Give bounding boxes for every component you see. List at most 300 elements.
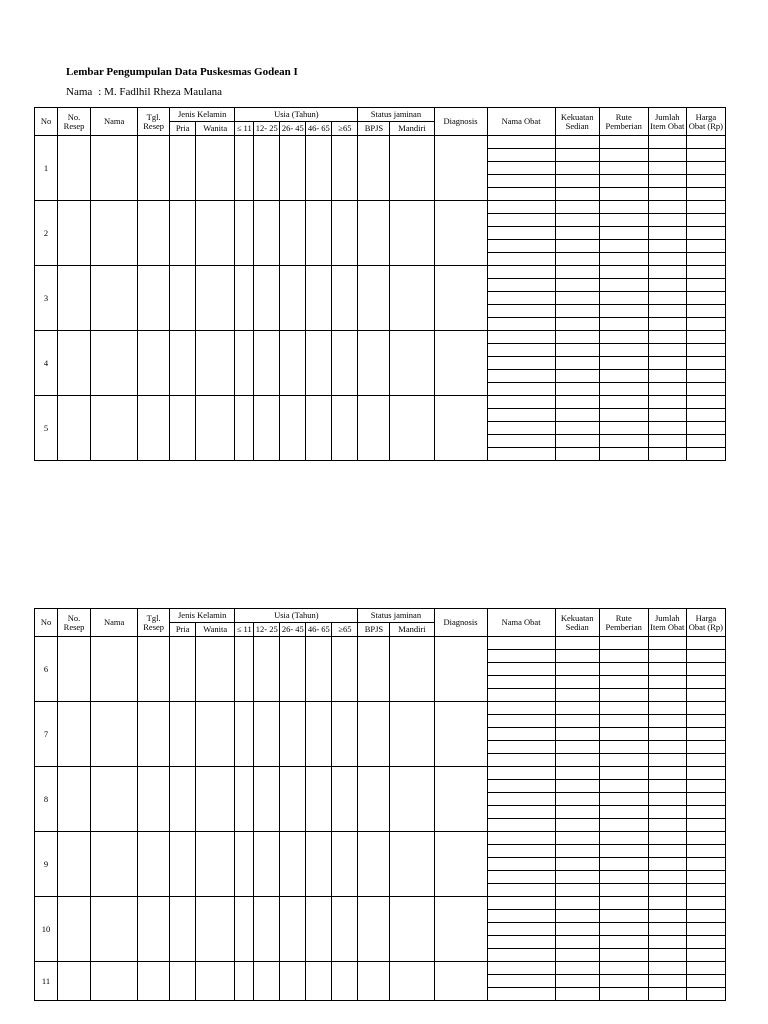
medicine-cell <box>555 806 599 819</box>
table-cell <box>196 962 235 1001</box>
table-cell <box>91 396 138 461</box>
col-kekuatan-sediaan: Kekuatan Sedian <box>555 609 599 637</box>
medicine-cell <box>487 227 555 240</box>
name-line <box>66 86 222 98</box>
medicine-cell <box>487 409 555 422</box>
table-cell <box>434 637 487 702</box>
medicine-cell <box>686 253 725 266</box>
table-cell <box>306 702 332 767</box>
medicine-cell <box>487 448 555 461</box>
table-cell <box>138 767 170 832</box>
medicine-cell <box>686 435 725 448</box>
medicine-cell <box>648 175 686 188</box>
table-cell <box>235 702 254 767</box>
col-usia-group: 26- 45 <box>280 122 306 136</box>
table-cell <box>170 767 196 832</box>
table-cell <box>390 396 434 461</box>
table-cell <box>58 637 91 702</box>
table-cell <box>332 396 358 461</box>
table-cell <box>280 331 306 396</box>
table-cell <box>91 962 138 1001</box>
medicine-cell <box>686 962 725 975</box>
medicine-cell <box>686 370 725 383</box>
row-number: 4 <box>35 331 58 396</box>
medicine-cell <box>487 175 555 188</box>
medicine-cell <box>599 676 648 689</box>
table-cell <box>235 136 254 201</box>
medicine-cell <box>648 344 686 357</box>
medicine-cell <box>648 136 686 149</box>
table-cell <box>91 331 138 396</box>
medicine-cell <box>555 884 599 897</box>
table-cell <box>358 962 390 1001</box>
medicine-cell <box>599 910 648 923</box>
table-cell <box>434 702 487 767</box>
table-cell <box>390 637 434 702</box>
table-cell <box>235 832 254 897</box>
medicine-cell <box>555 175 599 188</box>
table-cell <box>91 266 138 331</box>
table-row <box>35 396 726 409</box>
medicine-cell <box>648 240 686 253</box>
medicine-cell <box>555 819 599 832</box>
col-status-jaminan: Status jaminan <box>358 609 434 623</box>
table-cell <box>170 897 196 962</box>
table-row <box>35 637 726 650</box>
medicine-cell <box>686 149 725 162</box>
medicine-cell <box>487 923 555 936</box>
medicine-cell <box>599 214 648 227</box>
medicine-cell <box>648 728 686 741</box>
medicine-cell <box>599 253 648 266</box>
col-usia-group: 46- 65 <box>306 122 332 136</box>
table-cell <box>390 897 434 962</box>
medicine-cell <box>487 240 555 253</box>
medicine-cell <box>555 728 599 741</box>
medicine-cell <box>648 214 686 227</box>
medicine-cell <box>648 689 686 702</box>
medicine-cell <box>599 409 648 422</box>
table-row <box>35 767 726 780</box>
medicine-cell <box>686 650 725 663</box>
medicine-cell <box>648 936 686 949</box>
medicine-cell <box>686 637 725 650</box>
medicine-cell <box>648 650 686 663</box>
table-cell <box>280 962 306 1001</box>
table-row <box>35 331 726 344</box>
col-jumlah-item-obat: Jumlah Item Obat <box>648 108 686 136</box>
table-cell <box>280 637 306 702</box>
medicine-cell <box>555 702 599 715</box>
medicine-cell <box>487 357 555 370</box>
medicine-cell <box>599 318 648 331</box>
table-cell <box>170 637 196 702</box>
table-cell <box>280 702 306 767</box>
medicine-cell <box>555 923 599 936</box>
medicine-cell <box>555 448 599 461</box>
medicine-cell <box>686 175 725 188</box>
medicine-cell <box>599 448 648 461</box>
medicine-cell <box>487 279 555 292</box>
table-cell <box>358 136 390 201</box>
medicine-cell <box>487 266 555 279</box>
medicine-cell <box>555 832 599 845</box>
table-cell <box>91 832 138 897</box>
table-cell <box>235 767 254 832</box>
col-mandiri: Mandiri <box>390 122 434 136</box>
medicine-cell <box>648 435 686 448</box>
table-cell <box>306 396 332 461</box>
medicine-cell <box>648 988 686 1001</box>
medicine-cell <box>648 637 686 650</box>
medicine-cell <box>648 793 686 806</box>
medicine-cell <box>487 370 555 383</box>
medicine-cell <box>686 214 725 227</box>
medicine-cell <box>487 318 555 331</box>
medicine-cell <box>487 754 555 767</box>
table-cell <box>91 637 138 702</box>
table-cell <box>138 396 170 461</box>
col-jumlah-item-obat: Jumlah Item Obat <box>648 609 686 637</box>
col-rute-pemberian: Rute Pemberian <box>599 108 648 136</box>
medicine-cell <box>648 975 686 988</box>
col-kekuatan-sediaan: Kekuatan Sedian <box>555 108 599 136</box>
medicine-cell <box>648 331 686 344</box>
medicine-cell <box>686 949 725 962</box>
medicine-cell <box>599 871 648 884</box>
col-no-resep: No. Resep <box>58 609 91 637</box>
table-row <box>35 266 726 279</box>
medicine-cell <box>599 767 648 780</box>
col-no: No <box>35 108 58 136</box>
table-cell <box>390 832 434 897</box>
medicine-cell <box>487 650 555 663</box>
medicine-cell <box>487 435 555 448</box>
table-cell <box>58 962 91 1001</box>
medicine-cell <box>686 819 725 832</box>
medicine-cell <box>686 227 725 240</box>
medicine-cell <box>487 344 555 357</box>
medicine-cell <box>555 305 599 318</box>
medicine-cell <box>686 318 725 331</box>
table-cell <box>306 832 332 897</box>
table-row <box>35 897 726 910</box>
medicine-cell <box>599 357 648 370</box>
medicine-cell <box>487 962 555 975</box>
medicine-cell <box>648 396 686 409</box>
medicine-cell <box>555 435 599 448</box>
table-cell <box>58 897 91 962</box>
medicine-cell <box>555 936 599 949</box>
medicine-cell <box>487 136 555 149</box>
table-cell <box>280 266 306 331</box>
medicine-cell <box>599 754 648 767</box>
table-row <box>35 201 726 214</box>
medicine-cell <box>599 949 648 962</box>
col-status-jaminan: Status jaminan <box>358 108 434 122</box>
table-cell <box>306 331 332 396</box>
table-cell <box>280 832 306 897</box>
col-usia-group: ≤ 11 <box>235 623 254 637</box>
table-cell <box>254 897 280 962</box>
table-cell <box>91 897 138 962</box>
medicine-cell <box>555 409 599 422</box>
medicine-cell <box>686 448 725 461</box>
table-cell <box>332 637 358 702</box>
col-usia: Usia (Tahun) <box>235 108 358 122</box>
medicine-cell <box>686 162 725 175</box>
medicine-cell <box>648 663 686 676</box>
table-cell <box>196 331 235 396</box>
medicine-cell <box>648 318 686 331</box>
medicine-cell <box>599 435 648 448</box>
medicine-cell <box>555 149 599 162</box>
medicine-cell <box>555 162 599 175</box>
medicine-cell <box>648 897 686 910</box>
table-cell <box>306 767 332 832</box>
medicine-cell <box>599 793 648 806</box>
medicine-cell <box>555 741 599 754</box>
col-wanita: Wanita <box>196 623 235 637</box>
table-cell <box>235 396 254 461</box>
table-cell <box>390 767 434 832</box>
medicine-cell <box>686 988 725 1001</box>
table-cell <box>390 201 434 266</box>
medicine-cell <box>648 780 686 793</box>
medicine-cell <box>686 832 725 845</box>
medicine-cell <box>487 741 555 754</box>
medicine-cell <box>555 422 599 435</box>
table-cell <box>332 201 358 266</box>
col-mandiri: Mandiri <box>390 623 434 637</box>
medicine-cell <box>555 188 599 201</box>
table-cell <box>196 201 235 266</box>
medicine-cell <box>648 305 686 318</box>
row-number: 10 <box>35 897 58 962</box>
table-cell <box>280 767 306 832</box>
medicine-cell <box>686 305 725 318</box>
medicine-cell <box>487 871 555 884</box>
medicine-cell <box>686 136 725 149</box>
medicine-cell <box>599 331 648 344</box>
table-cell <box>390 136 434 201</box>
table-row <box>35 702 726 715</box>
medicine-cell <box>555 201 599 214</box>
medicine-cell <box>487 988 555 1001</box>
medicine-cell <box>686 188 725 201</box>
col-nama: Nama <box>91 108 138 136</box>
medicine-cell <box>648 292 686 305</box>
medicine-cell <box>599 962 648 975</box>
medicine-cell <box>686 422 725 435</box>
medicine-cell <box>487 858 555 871</box>
table-cell <box>170 832 196 897</box>
row-number: 9 <box>35 832 58 897</box>
table-cell <box>138 136 170 201</box>
table-cell <box>390 962 434 1001</box>
medicine-cell <box>599 689 648 702</box>
table-cell <box>196 832 235 897</box>
medicine-cell <box>599 201 648 214</box>
table-cell <box>196 396 235 461</box>
medicine-cell <box>599 305 648 318</box>
col-bpjs: BPJS <box>358 122 390 136</box>
medicine-cell <box>599 396 648 409</box>
medicine-cell <box>599 923 648 936</box>
medicine-cell <box>686 754 725 767</box>
table-row <box>35 962 726 975</box>
table-cell <box>58 331 91 396</box>
medicine-cell <box>555 240 599 253</box>
table-cell <box>138 897 170 962</box>
medicine-cell <box>686 240 725 253</box>
row-number: 6 <box>35 637 58 702</box>
medicine-cell <box>648 357 686 370</box>
table-cell <box>280 396 306 461</box>
medicine-cell <box>648 201 686 214</box>
medicine-cell <box>648 253 686 266</box>
table-row <box>35 136 726 149</box>
medicine-cell <box>487 292 555 305</box>
table-cell <box>358 637 390 702</box>
document-title: Lembar Pengumpulan Data Puskesmas Godean I <box>66 66 298 78</box>
table-cell <box>170 396 196 461</box>
medicine-cell <box>686 292 725 305</box>
medicine-cell <box>686 383 725 396</box>
medicine-cell <box>648 149 686 162</box>
medicine-cell <box>555 988 599 1001</box>
medicine-cell <box>555 266 599 279</box>
medicine-cell <box>555 754 599 767</box>
medicine-cell <box>599 149 648 162</box>
medicine-cell <box>686 266 725 279</box>
table-cell <box>280 136 306 201</box>
table-cell <box>306 136 332 201</box>
name-label: Nama <box>66 86 93 98</box>
medicine-cell <box>487 767 555 780</box>
col-nama: Nama <box>91 609 138 637</box>
table-cell <box>434 897 487 962</box>
medicine-cell <box>555 292 599 305</box>
medicine-cell <box>648 741 686 754</box>
medicine-cell <box>648 422 686 435</box>
table-cell <box>434 832 487 897</box>
medicine-cell <box>555 689 599 702</box>
table-cell <box>254 962 280 1001</box>
medicine-cell <box>487 897 555 910</box>
table-cell <box>434 331 487 396</box>
table-cell <box>170 136 196 201</box>
medicine-cell <box>648 266 686 279</box>
medicine-cell <box>599 988 648 1001</box>
table-cell <box>235 201 254 266</box>
table-cell <box>170 201 196 266</box>
table-cell <box>254 201 280 266</box>
table-cell <box>170 266 196 331</box>
medicine-cell <box>648 910 686 923</box>
medicine-cell <box>555 715 599 728</box>
medicine-cell <box>487 162 555 175</box>
table-cell <box>58 396 91 461</box>
table-cell <box>358 201 390 266</box>
table-cell <box>91 702 138 767</box>
table-cell <box>170 331 196 396</box>
data-table-2 <box>34 608 726 1001</box>
header-row-1 <box>35 108 726 122</box>
medicine-cell <box>686 357 725 370</box>
medicine-cell <box>648 832 686 845</box>
medicine-cell <box>648 227 686 240</box>
medicine-cell <box>599 663 648 676</box>
medicine-cell <box>686 858 725 871</box>
table-cell <box>332 832 358 897</box>
medicine-cell <box>648 448 686 461</box>
medicine-cell <box>555 676 599 689</box>
table-cell <box>254 396 280 461</box>
table-cell <box>170 962 196 1001</box>
medicine-cell <box>555 650 599 663</box>
table-cell <box>434 396 487 461</box>
medicine-cell <box>648 409 686 422</box>
table-cell <box>58 832 91 897</box>
medicine-cell <box>487 715 555 728</box>
medicine-cell <box>555 227 599 240</box>
medicine-cell <box>487 663 555 676</box>
table-cell <box>254 331 280 396</box>
table-cell <box>358 266 390 331</box>
medicine-cell <box>555 663 599 676</box>
row-number: 2 <box>35 201 58 266</box>
table-cell <box>306 897 332 962</box>
medicine-cell <box>686 715 725 728</box>
table-cell <box>332 136 358 201</box>
medicine-cell <box>599 175 648 188</box>
medicine-cell <box>648 383 686 396</box>
medicine-cell <box>487 780 555 793</box>
medicine-cell <box>686 741 725 754</box>
medicine-cell <box>555 897 599 910</box>
col-pria: Pria <box>170 623 196 637</box>
table-cell <box>358 832 390 897</box>
table-cell <box>138 266 170 331</box>
medicine-cell <box>599 806 648 819</box>
table-cell <box>332 702 358 767</box>
medicine-cell <box>648 162 686 175</box>
medicine-cell <box>686 780 725 793</box>
medicine-cell <box>686 845 725 858</box>
medicine-cell <box>487 253 555 266</box>
table-cell <box>58 201 91 266</box>
col-usia-group: 12- 25 <box>254 623 280 637</box>
medicine-cell <box>648 279 686 292</box>
table-cell <box>235 962 254 1001</box>
col-no: No <box>35 609 58 637</box>
medicine-cell <box>599 702 648 715</box>
col-usia-group: ≥65 <box>332 623 358 637</box>
col-usia-group: ≥65 <box>332 122 358 136</box>
table-cell <box>390 331 434 396</box>
medicine-cell <box>555 136 599 149</box>
medicine-cell <box>555 344 599 357</box>
table-cell <box>235 266 254 331</box>
medicine-cell <box>686 767 725 780</box>
medicine-cell <box>686 871 725 884</box>
medicine-cell <box>599 884 648 897</box>
medicine-cell <box>686 806 725 819</box>
medicine-cell <box>599 741 648 754</box>
col-nama-obat: Nama Obat <box>487 108 555 136</box>
medicine-cell <box>648 188 686 201</box>
